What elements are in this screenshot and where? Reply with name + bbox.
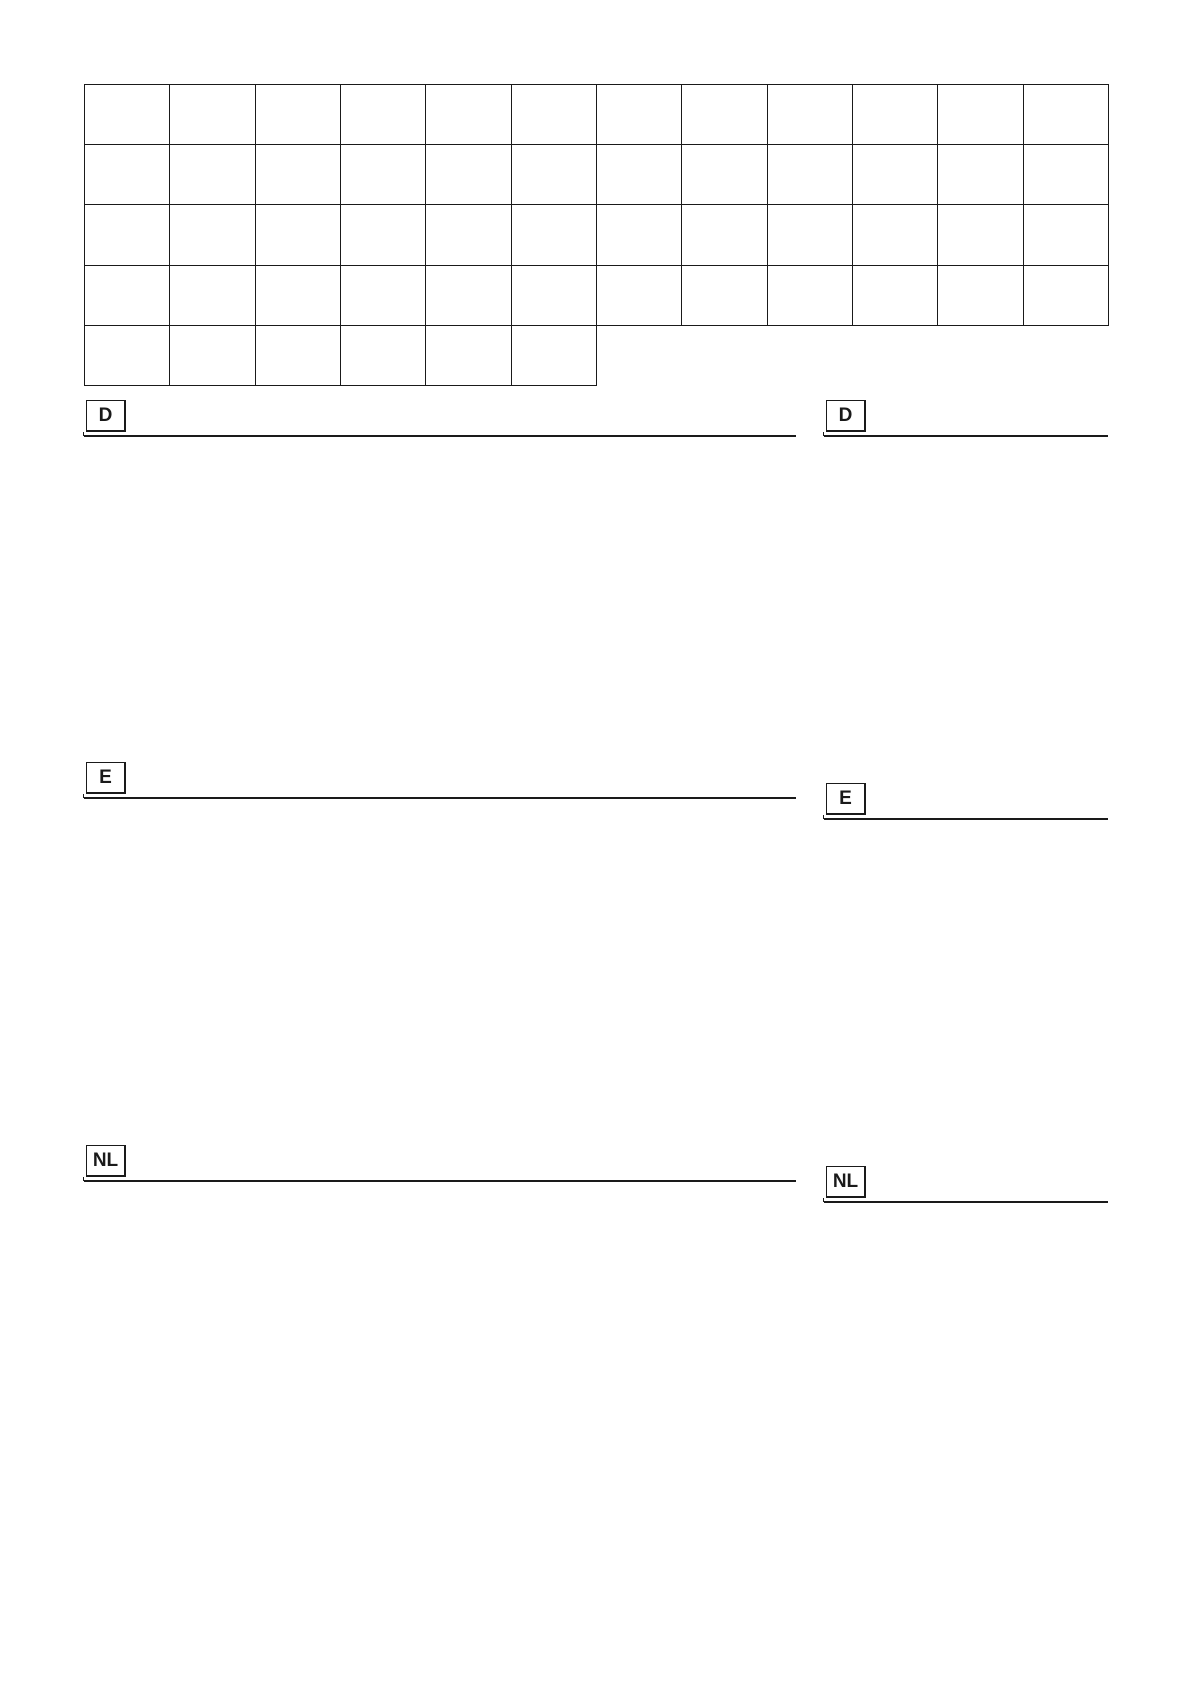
grid-cell xyxy=(255,325,341,386)
language-tag-e: E xyxy=(86,762,126,794)
grid-cell xyxy=(767,265,853,326)
grid-cell xyxy=(937,265,1023,326)
grid-cell xyxy=(596,144,682,205)
grid-cell xyxy=(1023,265,1109,326)
grid-cell xyxy=(852,144,938,205)
grid-cell xyxy=(425,84,511,145)
grid-cell xyxy=(340,325,426,386)
grid-cell xyxy=(767,144,853,205)
grid-cell xyxy=(169,204,255,265)
grid-cell xyxy=(255,265,341,326)
grid-cell xyxy=(937,84,1023,145)
grid-cell xyxy=(767,84,853,145)
grid-cell xyxy=(511,325,597,386)
grid-cell xyxy=(596,84,682,145)
grid-cell xyxy=(169,265,255,326)
grid-cell xyxy=(340,204,426,265)
grid-cell xyxy=(425,144,511,205)
language-tag-nl: NL xyxy=(826,1166,866,1198)
grid-cell xyxy=(1023,144,1109,205)
grid-cell xyxy=(511,84,597,145)
grid-cell xyxy=(425,204,511,265)
grid-cell xyxy=(681,204,767,265)
grid-cell xyxy=(937,144,1023,205)
grid-cell xyxy=(340,265,426,326)
blank-grid xyxy=(84,84,1108,385)
language-tag-e: E xyxy=(826,783,866,815)
grid-cell xyxy=(340,84,426,145)
section-rule xyxy=(84,797,796,799)
grid-cell xyxy=(255,84,341,145)
grid-cell xyxy=(169,325,255,386)
grid-cell xyxy=(255,204,341,265)
section-rule xyxy=(824,1201,1108,1203)
grid-cell xyxy=(596,265,682,326)
language-tag-nl: NL xyxy=(86,1145,126,1177)
grid-cell xyxy=(340,144,426,205)
grid-cell xyxy=(681,265,767,326)
grid-cell xyxy=(169,84,255,145)
grid-cell xyxy=(84,325,170,386)
grid-cell xyxy=(84,204,170,265)
grid-cell xyxy=(1023,84,1109,145)
grid-cell xyxy=(937,204,1023,265)
grid-cell xyxy=(169,144,255,205)
grid-cell xyxy=(852,204,938,265)
grid-cell xyxy=(84,84,170,145)
grid-cell xyxy=(425,265,511,326)
grid-cell xyxy=(425,325,511,386)
grid-cell xyxy=(1023,204,1109,265)
grid-cell xyxy=(511,144,597,205)
language-tag-d: D xyxy=(86,400,126,432)
section-rule xyxy=(84,1180,796,1182)
section-rule xyxy=(84,435,796,437)
grid-cell xyxy=(255,144,341,205)
section-rule xyxy=(824,818,1108,820)
grid-cell xyxy=(511,204,597,265)
grid-cell xyxy=(852,265,938,326)
language-tag-d: D xyxy=(826,400,866,432)
section-rule xyxy=(824,435,1108,437)
grid-cell xyxy=(511,265,597,326)
grid-cell xyxy=(596,204,682,265)
grid-cell xyxy=(681,84,767,145)
grid-cell xyxy=(84,144,170,205)
grid-cell xyxy=(852,84,938,145)
grid-cell xyxy=(767,204,853,265)
grid-cell xyxy=(681,144,767,205)
grid-cell xyxy=(84,265,170,326)
